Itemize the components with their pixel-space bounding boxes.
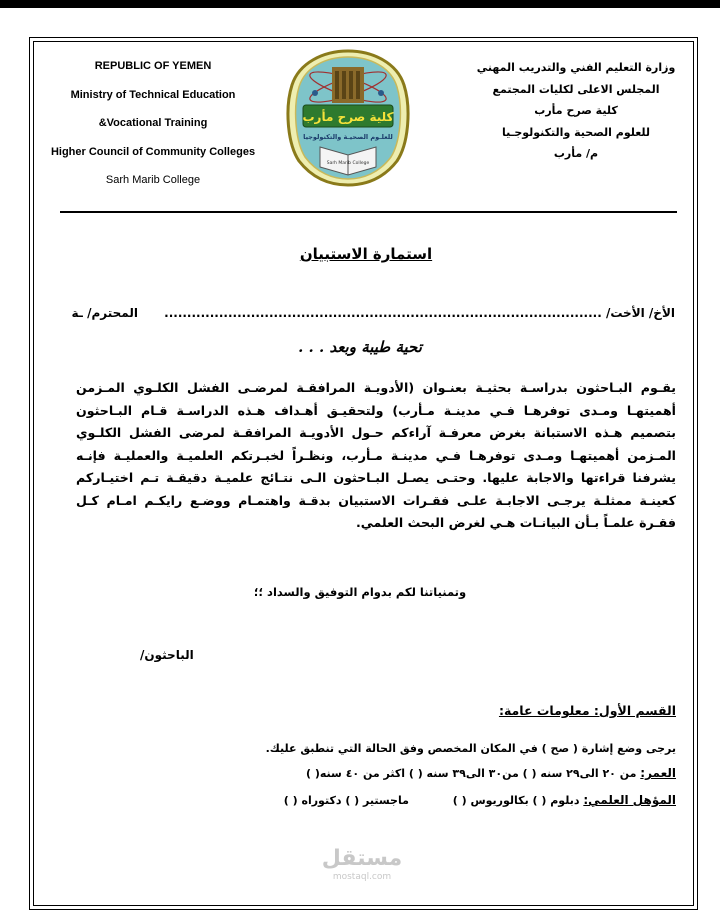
watermark-arabic: مستقل (321, 846, 403, 871)
header-en-line3: &Vocational Training (98, 117, 208, 129)
form-title (0, 245, 720, 263)
header-english (38, 52, 268, 195)
education-label: المؤهل العلمي: (583, 793, 676, 807)
header-divider (60, 211, 677, 213)
watermark (312, 846, 412, 882)
education-options-b: ماجستير ( ) دكتوراه ( ) (283, 794, 409, 807)
header-arabic (476, 57, 676, 165)
header-en-line4: Higher Council of Community Colleges (50, 145, 256, 158)
logo-name-text: كلية صرح مأرب (302, 110, 394, 124)
header-ar-line5: م/ مأرب (553, 147, 599, 160)
addressee-dots: ................................................................................................ (164, 306, 602, 320)
closing-line: وتمنياتنا لكم بدوام التوفيق والسداد ؛؛ (253, 585, 467, 599)
top-border-bar (0, 0, 720, 8)
header-ar-line1: وزارة التعليم الفني والتدريب المهني (476, 61, 676, 74)
header-en-line2: Ministry of Technical Education (70, 88, 236, 101)
age-label: العمر: (640, 766, 676, 780)
watermark-english: mostaql.com (332, 872, 392, 882)
addressee-label: الأخ/ الأخت/ (605, 306, 675, 320)
education-options-a: دبلوم ( ) بكالوريوس ( ) (452, 794, 580, 807)
logo-book-text: Sarh Marib College (326, 161, 370, 166)
section-1-title: القسم الأول: معلومات عامة: (498, 703, 676, 718)
header-ar-line2: المجلس الاعلى لكليات المجتمع (492, 82, 660, 96)
college-logo-emblem (285, 49, 411, 187)
age-question (306, 766, 676, 780)
addressee-line (71, 306, 675, 320)
header-en-line5: Sarh Marib College (105, 174, 201, 186)
header-ar-line3: كلية صرح مأرب (534, 104, 618, 117)
section-1-instruction: يرجى وضع إشارة ( صح ) في المكان المخصص وفق الحالة التي تنطبق عليك. (265, 742, 676, 755)
greeting: تحية طيبة وبعد . . . (298, 338, 422, 356)
header-en-line1: REPUBLIC OF YEMEN (94, 60, 212, 72)
age-options: من ٢٠ الى٢٩ سنه ( ) من٣٠ الى٣٩ سنه ( ) اكثر من ٤٠ سنه( ) (306, 767, 637, 780)
form-title-text: استمارة الاستبيان (299, 245, 433, 263)
researchers-signature: الباحثون/ (140, 648, 194, 662)
education-question (284, 793, 676, 807)
addressee-suffix: المحترم/ ـة (71, 306, 138, 320)
intro-paragraph: يقـوم البـاحثون بدراسـة بحثيـة بعنـوان (الأدويـة المرافقـة لمرضـى الفشل الكلـوي المـزمن أهميتهـا ومـدى توفرهـا فـي مدينـة مـأرب) ولتحقيـق أهـداف هـذه الدراسـة قـام البـاحثون بتصميم هـذه الاستبانة بغرض معرفـة آراءكم حـول الأدويـة المرافقـة لمرضى الفشل الكلـوي المـزمن أهميتهـا ومـدى توفرهـا فـي مدينـة مـأرب، ونظـراً لخبـرتكم العلميـة والعمليـة فإنـه يشرفنا قراءتها والاجابة عليها. وحتـى يصـل البـاحثون الـى نتـائج علميـة دقيقـة تـم اختيـاركم كعينـة ممثلـة يرجـى الاجابـة علـى فقـرات الاستبيان بدقـة واهتمـام ووضـع رايكـم امـام كـل فقـرة علمـاً بـأن البيانـات هـي لغرض البحث العلمي. (76, 380, 676, 530)
header-ar-line4: للعلوم الصحية والتكنولوجـيا (501, 125, 651, 139)
logo-subtitle-text: للعلـوم الصحيـة والتكنولوجيا (303, 133, 393, 141)
